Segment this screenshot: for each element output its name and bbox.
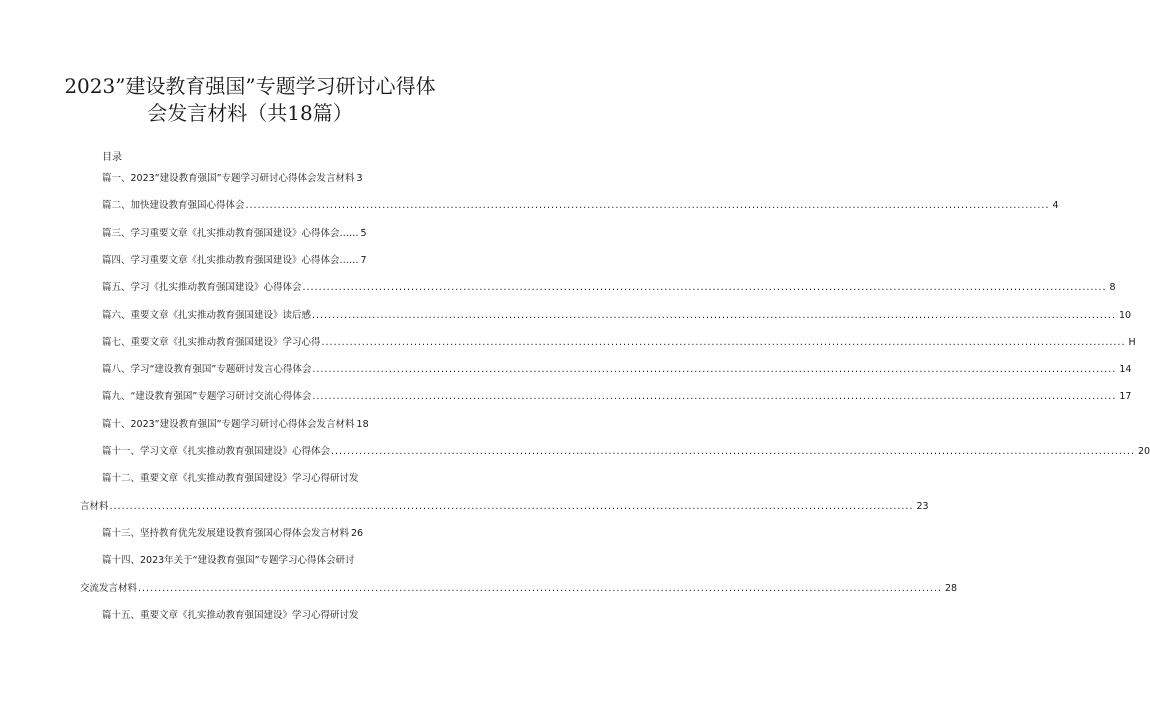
toc-page-number: 28 — [944, 582, 958, 594]
toc-page-number: 4 — [1052, 200, 1059, 212]
toc-entry-title: 篇十一、学习文章《扎实推动教育强国建设》心得体会 — [102, 446, 331, 457]
toc-entry-title: 篇十三、坚持教育优先发展建设教育强国心得体会发言材料 — [102, 527, 350, 539]
toc-entry-title: 篇六、重要文章《扎实推动教育强国建设》读后感 — [102, 309, 312, 321]
toc-leader-dots: ........................................................................................................................................................................................................ — [331, 446, 1135, 457]
toc-entry[interactable] — [102, 226, 412, 242]
toc-entry-title: 篇十四、2023年关于“建设教育强国”专题学习心得体会研讨 — [102, 555, 355, 567]
toc-heading: 目录 — [102, 152, 122, 163]
toc-entry[interactable] — [102, 308, 1132, 324]
toc-entry[interactable] — [80, 499, 929, 515]
toc-entry-title: 篇五、学习《扎实推动教育强国建设》心得体会 — [102, 282, 302, 294]
toc-page-number: 18 — [356, 418, 369, 430]
toc-entry[interactable] — [102, 444, 1150, 460]
toc-leader-dots: ........................................................................................................................................................................................................ — [109, 500, 914, 512]
toc-entry-title: 篇三、学习重要文章《扎实推动教育强国建设》心得体会…… — [102, 227, 359, 239]
document-title-line-1: 2023”建设教育强国”专题学习研讨心得体 — [64, 74, 436, 98]
toc-entry[interactable] — [102, 389, 1132, 405]
toc-page-number: 20 — [1137, 446, 1150, 457]
toc-entry[interactable] — [102, 362, 1132, 378]
toc-entry[interactable] — [80, 581, 958, 597]
toc-page-number: 17 — [1119, 391, 1132, 403]
toc-entry[interactable] — [102, 526, 412, 542]
toc-page-number: 7 — [360, 254, 367, 266]
toc-entry[interactable] — [102, 553, 412, 569]
toc-entry[interactable] — [102, 253, 412, 269]
toc-page-number: 5 — [360, 227, 367, 239]
toc-entry-title: 篇十二、重要文章《扎实推动教育强国建设》学习心得研讨发 — [102, 473, 359, 485]
toc-entry[interactable] — [102, 608, 412, 624]
toc-entry[interactable] — [102, 171, 412, 187]
toc-leader-dots: ........................................................................................................................................................................................................ — [321, 336, 1126, 348]
toc-entry-title: 篇四、学习重要文章《扎实推动教育强国建设》心得体会…… — [102, 254, 359, 266]
toc-leader-dots: ........................................................................................................................................................................................................ — [312, 364, 1117, 376]
toc-leader-dots: ........................................................................................................................................................................................................ — [245, 200, 1050, 212]
toc-entry-title: 篇十、2023”建设教育强国”专题学习研讨心得体会发言材料 — [102, 418, 355, 430]
document-title-line-2: 会发言材料（共18篇） — [147, 101, 353, 125]
toc-entry-title: 篇七、重要文章《扎实推动教育强国建设》学习心得 — [102, 336, 321, 348]
toc-entry-title: 篇二、加快建设教育强国心得体会 — [102, 200, 245, 212]
toc-page-number: 26 — [351, 527, 364, 539]
toc-entry[interactable] — [102, 198, 1059, 214]
toc-page-number: 8 — [1109, 282, 1116, 294]
toc-entry[interactable] — [102, 471, 412, 487]
toc-entry[interactable] — [102, 280, 1116, 296]
toc-page-number: 3 — [356, 173, 363, 184]
toc-entry-title: 篇九、“建设教育强国”专题学习研讨交流心得体会 — [102, 391, 312, 403]
toc-leader-dots: ........................................................................................................................................................................................................ — [312, 391, 1117, 403]
toc-entry-title: 篇十五、重要文章《扎实推动教育强国建设》学习心得研讨发 — [102, 609, 359, 621]
toc-leader-dots: ........................................................................................................................................................................................................ — [138, 582, 942, 594]
toc-entry-title: 交流发言材料 — [80, 582, 138, 594]
toc-entry-title: 篇一、2023”建设教育强国”专题学习研讨心得体会发言材料 — [102, 173, 355, 184]
toc-entry-title: 篇八、学习“建设教育强国”专题研讨发言心得体会 — [102, 364, 312, 376]
toc-leader-dots: ........................................................................................................................................................................................................ — [302, 282, 1107, 294]
toc-entry[interactable] — [102, 335, 1136, 351]
toc-entry-title: 言材料 — [80, 500, 109, 512]
toc-page-number: 10 — [1118, 309, 1132, 321]
toc-leader-dots: ........................................................................................................................................................................................................ — [312, 309, 1116, 321]
toc-entry[interactable] — [102, 417, 412, 433]
toc-page-number: H — [1128, 336, 1136, 348]
toc-page-number: 23 — [916, 500, 929, 512]
toc-page-number: 14 — [1119, 364, 1132, 376]
